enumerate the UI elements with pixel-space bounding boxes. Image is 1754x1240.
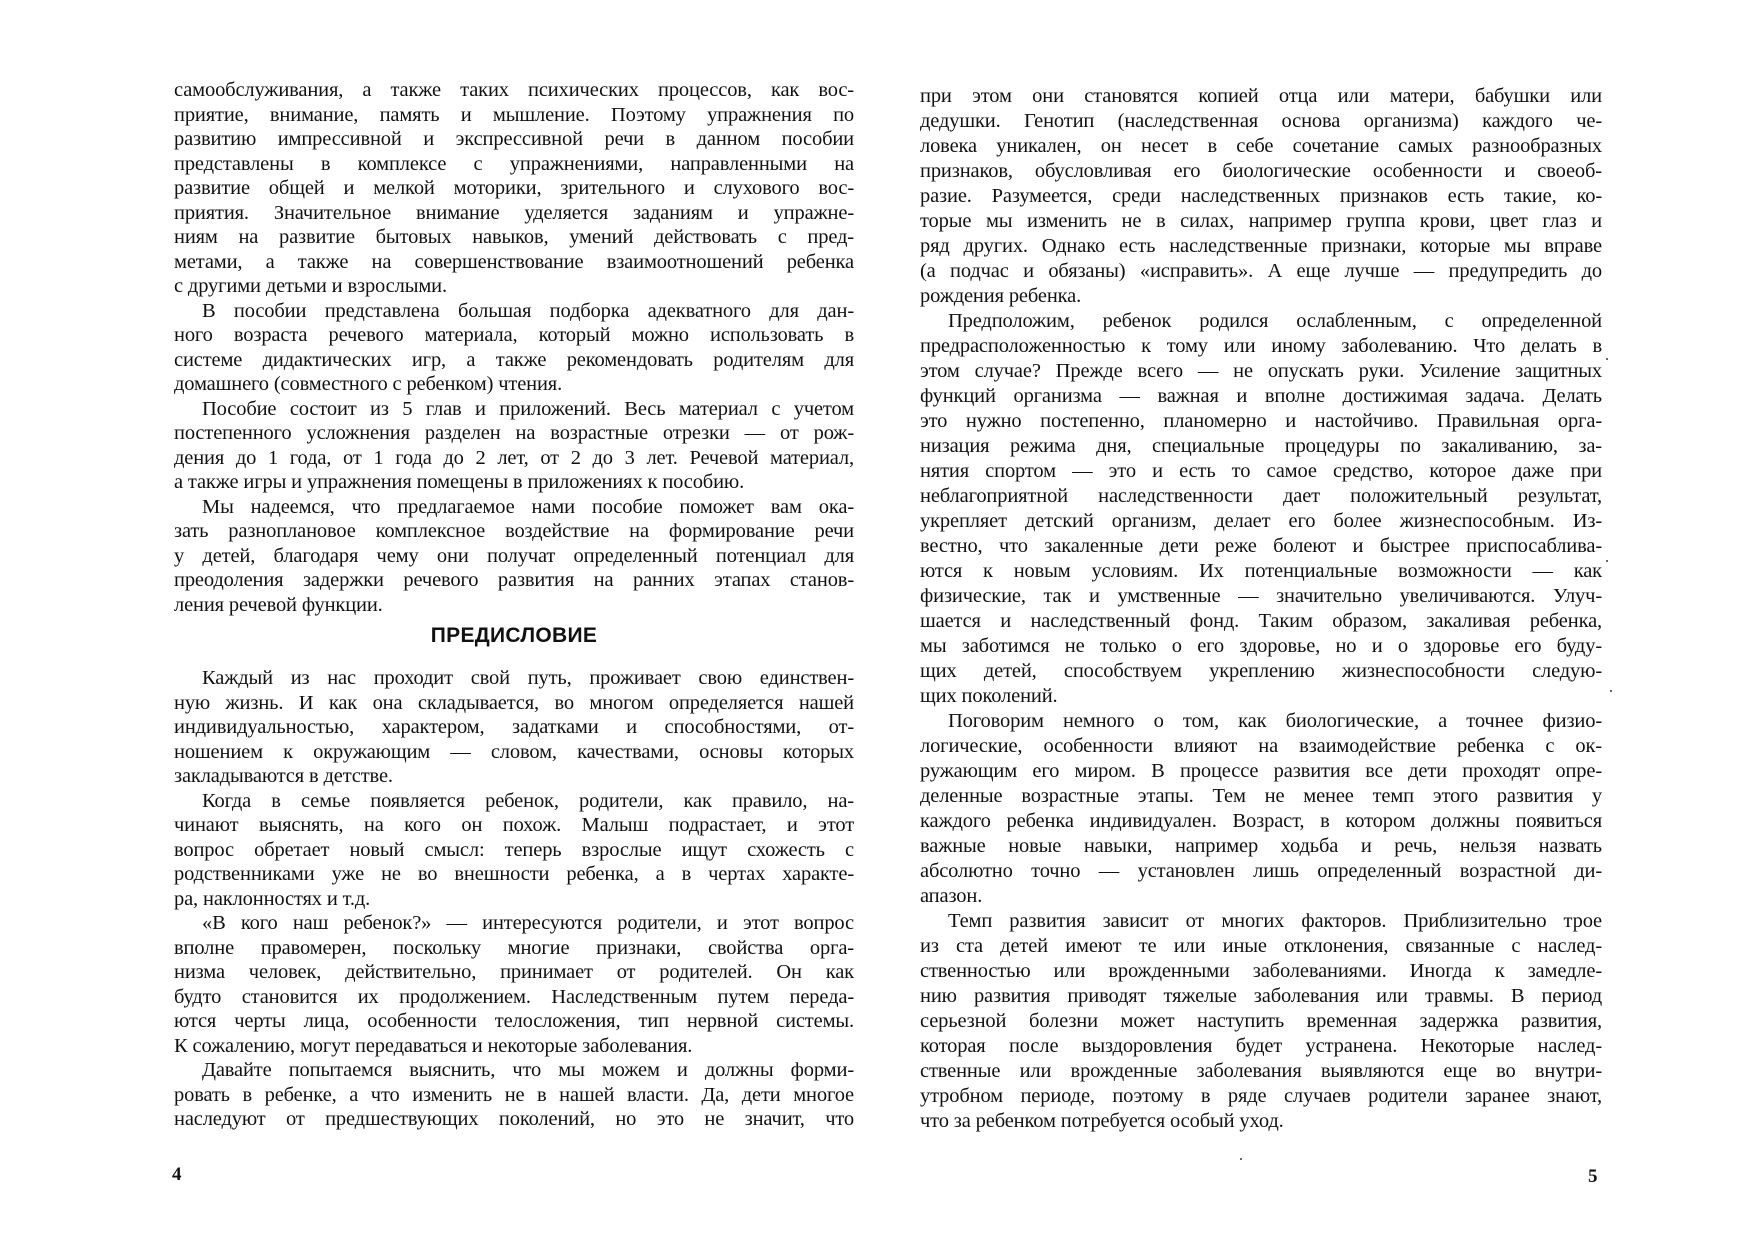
text-line: шается и наследственный фонд. Таким образом, закаливая ребенка, xyxy=(920,610,1602,632)
text-line: ного возраста речевого материала, который можно использовать в xyxy=(174,324,854,346)
text-line: что за ребенком потребуется особый уход. xyxy=(920,1110,1284,1132)
text-line: вполне правомерен, поскольку многие признаки, свойства орга- xyxy=(174,936,854,959)
text-line: физические, так и умственные — значительно увеличиваются. Улуч- xyxy=(920,585,1602,607)
text-line: нию развития приводят тяжелые заболевания или травмы. В период xyxy=(920,985,1602,1007)
text-line: логические, особенности влияют на взаимодействие ребенка с ок- xyxy=(920,735,1602,757)
right-column xyxy=(920,84,1602,1134)
text-line: предрасположенностью к тому или иному заболеванию. Что делать в xyxy=(920,335,1602,357)
text-line: нятия спортом — это и есть то самое средство, которое даже при xyxy=(920,460,1602,482)
text-line: которая после выздоровления будет устранена. Некоторые наслед- xyxy=(920,1035,1602,1057)
text-line: неблагоприятной наследственности дает положительный результат, xyxy=(920,485,1602,507)
text-line: разие. Разумеется, среди наследственных признаков есть такие, ко- xyxy=(920,185,1602,207)
paragraph xyxy=(174,397,854,495)
text-line: постепенного усложнения разделен на возрастные отрезки — от рож- xyxy=(174,422,854,444)
text-line: ра, наклонностях и т.д. xyxy=(174,887,371,910)
paragraph xyxy=(920,309,1602,709)
text-line: будто становится их продолжением. Наследственным путем переда- xyxy=(174,985,854,1008)
text-line: ровать в ребенке, а что изменить не в нашей власти. Да, дети многое xyxy=(174,1083,854,1106)
text-line: представлены в комплексе с упражнениями, направленными на xyxy=(174,152,854,175)
text-line: Темп развития зависит от многих факторов. Приблизительно трое xyxy=(948,910,1602,932)
text-line: ления речевой функции. xyxy=(174,593,383,616)
text-line: приятие, внимание, память и мышление. Поэтому упражнения по xyxy=(174,103,854,126)
text-line: важные новые навыки, например ходьба и речь, нельзя назвать xyxy=(920,835,1602,857)
text-line: Поговорим немного о том, как биологические, а точнее физио- xyxy=(948,710,1602,732)
paragraph xyxy=(174,299,854,397)
text-line: функций организма — важная и вполне достижимая задача. Делать xyxy=(920,385,1602,407)
text-line: а также игры и упражнения помещены в приложениях к пособию. xyxy=(174,471,745,493)
paragraph xyxy=(920,84,1602,309)
text-line: развитие общей и мелкой моторики, зрительного и слухового вос- xyxy=(174,177,854,199)
section-heading: ПРЕДИСЛОВИЕ xyxy=(430,624,598,647)
page-number-left: 4 xyxy=(172,1164,182,1185)
text-line: ловека уникален, он несет в себе сочетание самых разнообразных xyxy=(920,135,1602,157)
text-line: апазон. xyxy=(920,885,983,907)
text-line: из ста детей имеют те или иные отклонения, связанные с наслед- xyxy=(920,935,1602,957)
text-line: ниям на развитие бытовых навыков, умений действовать с пред- xyxy=(174,226,854,248)
text-line: ются к новым условиям. Их потенциальные возможности — как xyxy=(920,560,1602,582)
text-line: этом случае? Прежде всего — не опускать руки. Усиление защитных xyxy=(920,360,1602,382)
text-line: развитию импрессивной и экспрессивной речи в данном пособии xyxy=(174,128,854,150)
text-line: торые мы изменить не в силах, например группа крови, цвет глаз и xyxy=(920,210,1602,232)
text-line: ственностью или врожденными заболеваниями. Иногда к замедле- xyxy=(920,960,1602,982)
text-line: чинают выяснять, на кого он похож. Малыш подрастает, и этот xyxy=(174,814,854,836)
text-line: Когда в семье появляется ребенок, родители, как правило, на- xyxy=(202,789,854,812)
text-line: у детей, благодаря чему они получат определенный потенциал для xyxy=(174,544,854,567)
text-line: ружающим его миром. В процессе развития все дети проходят опре- xyxy=(920,760,1602,782)
paragraph xyxy=(174,78,854,299)
text-line: рождения ребенка. xyxy=(920,285,1082,307)
text-line: признаков, обусловливая его биологические особенности и своеоб- xyxy=(920,160,1602,182)
text-line: вестно, что закаленные дети реже болеют и быстрее приспосаблива- xyxy=(920,535,1602,557)
paragraph xyxy=(174,666,854,789)
text-line: щих поколений. xyxy=(920,685,1058,707)
text-line: с другими детьми и взрослыми. xyxy=(174,275,447,297)
text-line: приятия. Значительное внимание уделяется заданиям и упражне- xyxy=(174,201,854,224)
text-line: дения до 1 года, от 1 года до 2 лет, от 2 до 3 лет. Речевой материал, xyxy=(174,446,854,469)
paragraph xyxy=(174,789,854,912)
text-line: домашнего (совместного с ребенком) чтения. xyxy=(174,373,563,395)
text-line: Предположим, ребенок родился ослабленным, с определенной xyxy=(948,310,1602,332)
text-line: каждого ребенка индивидуален. Возраст, в котором должны появиться xyxy=(920,810,1602,832)
text-line: мы заботимся не только о его здоровье, но и о здоровье его буду- xyxy=(920,635,1602,657)
text-line: ряд других. Однако есть наследственные признаки, которые мы вправе xyxy=(920,235,1602,257)
text-line: индивидуальностью, характером, задатками и способностями, от- xyxy=(174,716,854,738)
text-line: Каждый из нас проходит свой путь, проживает свою единствен- xyxy=(202,667,854,689)
text-line: Давайте попытаемся выяснить, что мы можем и должны форми- xyxy=(202,1059,854,1081)
text-line: преодоления задержки речевого развития на ранних этапах станов- xyxy=(174,569,854,591)
text-line: ственные или врожденные заболевания выявляются еще во внутри- xyxy=(920,1060,1602,1082)
text-line: это нужно постепенно, планомерно и настойчиво. Правильная орга- xyxy=(920,410,1602,432)
paragraph xyxy=(174,911,854,1058)
text-line: (а подчас и обязаны) «исправить». А еще лучше — предупредить до xyxy=(920,260,1602,282)
scan-speck xyxy=(1610,690,1612,692)
text-line: ную жизнь. И как она складывается, во многом определяется нашей xyxy=(174,691,854,714)
scan-speck xyxy=(1240,1158,1242,1160)
paragraph xyxy=(920,909,1602,1134)
text-line: наследуют от предшествующих поколений, но это не значит, что xyxy=(174,1108,854,1130)
text-line: К сожалению, могут передаваться и некоторые заболевания. xyxy=(174,1034,693,1057)
text-line: вопрос обретает новый смысл: теперь взрослые ищут схожесть с xyxy=(174,838,854,861)
text-line: деленные возрастные этапы. Тем не менее темп этого развития у xyxy=(920,785,1602,807)
text-line: серьезной болезни может наступить временная задержка развития, xyxy=(920,1010,1602,1032)
text-line: абсолютно точно — установлен лишь определенный возрастной ди- xyxy=(920,860,1602,882)
text-line: самообслуживания, а также таких психических процессов, как вос- xyxy=(174,79,854,101)
text-line: утробном периоде, поэтому в ряде случаев родители заранее знают, xyxy=(920,1085,1602,1107)
text-line: закладываются в детстве. xyxy=(174,765,393,787)
paragraph xyxy=(174,1058,854,1132)
text-line: «В кого наш ребенок?» — интересуются родители, и этот вопрос xyxy=(202,912,854,934)
text-line: метами, а также на совершенствование взаимоотношений ребенка xyxy=(174,250,854,273)
left-column-before-heading xyxy=(174,78,854,617)
left-column-after-heading xyxy=(174,666,854,1132)
paragraph xyxy=(920,709,1602,909)
scan-speck xyxy=(1606,560,1608,562)
scan-speck xyxy=(1606,358,1608,360)
text-line: зать разноплановое комплексное воздействие на формирование речи xyxy=(174,520,854,542)
text-line: системе дидактических игр, а также рекомендовать родителям для xyxy=(174,348,854,371)
text-line: при этом они становятся копией отца или матери, бабушки или xyxy=(920,85,1602,107)
text-line: ношением к окружающим — словом, качествами, основы которых xyxy=(174,740,854,763)
text-line: низма человек, действительно, принимает от родителей. Он как xyxy=(174,961,854,983)
text-line: укрепляет детский организм, делает его более жизнеспособным. Из- xyxy=(920,510,1602,532)
text-line: щих детей, способствуем укреплению жизнеспособности следую- xyxy=(920,660,1602,682)
text-line: Мы надеемся, что предлагаемое нами пособие поможет вам ока- xyxy=(202,495,854,518)
text-line: дедушки. Генотип (наследственная основа организма) каждого че- xyxy=(920,110,1602,132)
text-line: родственниками уже не во внешности ребенка, а в чертах характе- xyxy=(174,863,854,885)
text-line: низация режима дня, специальные процедуры по закаливанию, за- xyxy=(920,435,1602,457)
text-line: В пособии представлена большая подборка адекватного для дан- xyxy=(202,299,854,322)
paragraph xyxy=(174,495,854,618)
text-line: ются черты лица, особенности телосложения, тип нервной системы. xyxy=(174,1010,854,1032)
text-line: Пособие состоит из 5 глав и приложений. Весь материал с учетом xyxy=(202,397,854,420)
page-number-right: 5 xyxy=(1588,1166,1598,1187)
